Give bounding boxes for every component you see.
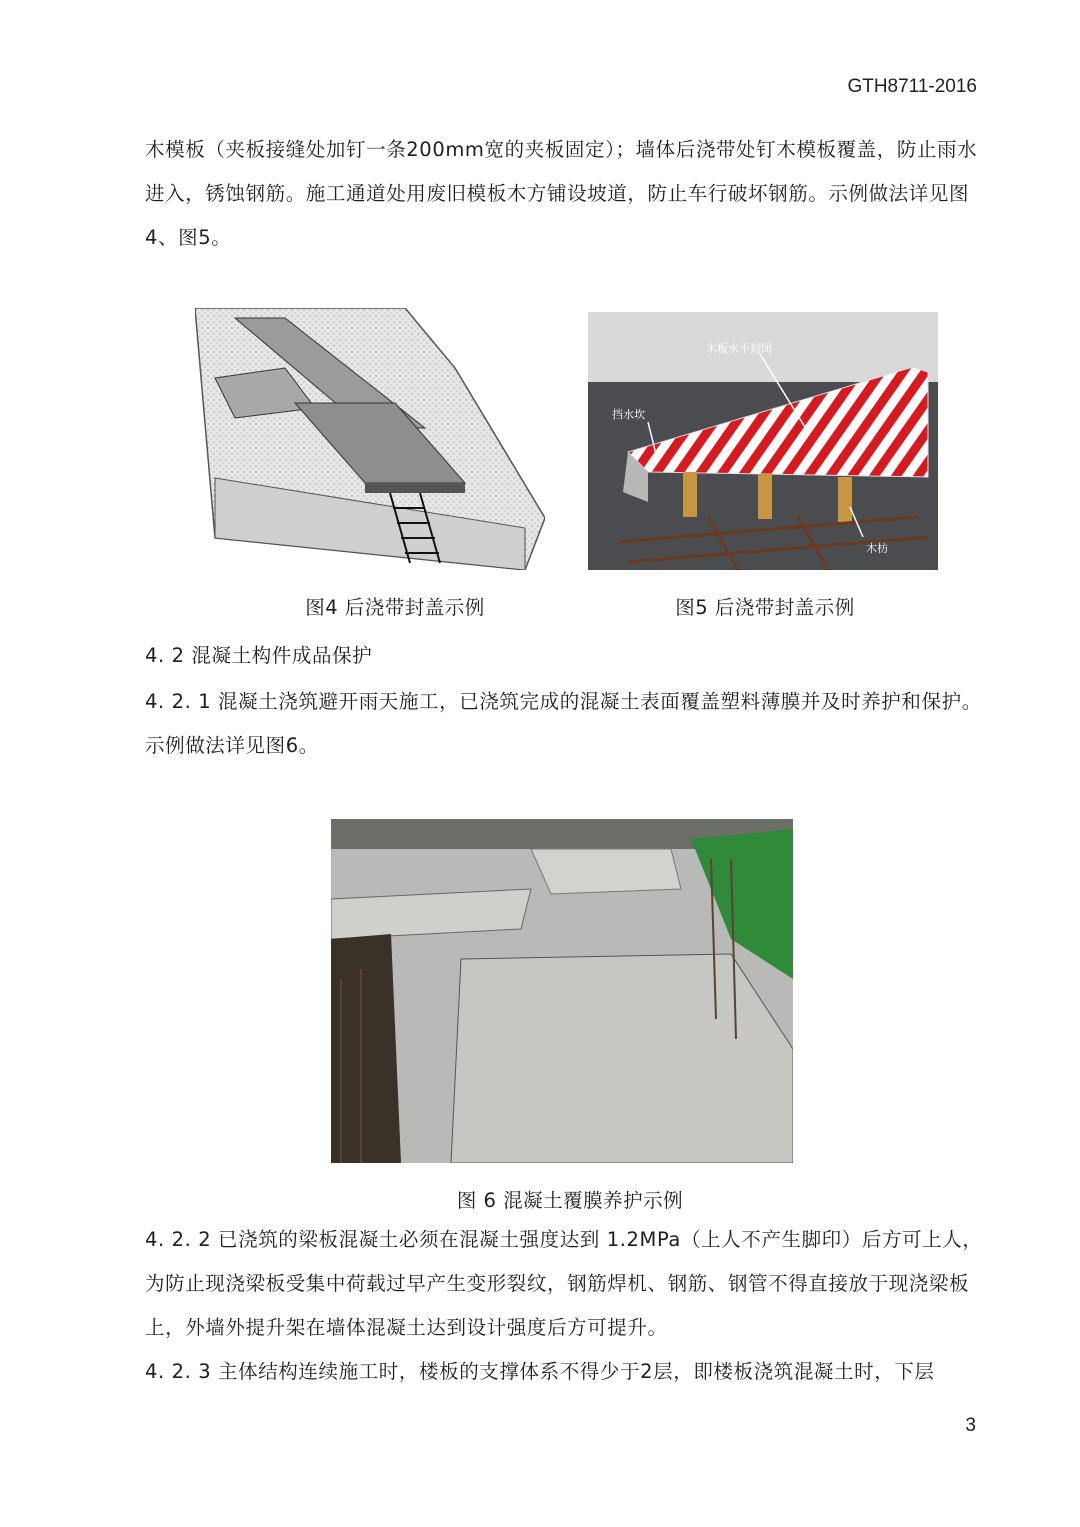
figure-5-illustration bbox=[588, 312, 938, 570]
figure-6-photo bbox=[331, 819, 793, 1163]
figure-4-illustration bbox=[195, 308, 545, 570]
section-heading: 4. 2 混凝土构件成品保护 bbox=[145, 644, 373, 667]
paragraph-4-2-2: 4. 2. 2 已浇筑的梁板混凝土必须在混凝土强度达到 1.2MPa（上人不产生脚印）后方可上人，为防止现浇梁板受集中荷载过早产生变形裂纹，钢筋焊机、钢筋、钢管不得直接放于现浇梁板上，外墙外提升架在墙体混凝土达到设计强度后方可提升。 bbox=[145, 1228, 983, 1339]
figure-4-caption: 图4 后浇带封盖示例 bbox=[305, 596, 485, 619]
paragraph-4-2-1: 4. 2. 1 混凝土浇筑避开雨天施工，已浇筑完成的混凝土表面覆盖塑料薄膜并及时养护和保护。示例做法详见图6。 bbox=[145, 690, 982, 757]
document-code: GTH8711-2016 bbox=[847, 76, 977, 97]
fig5-label-left: 挡水坎 bbox=[612, 408, 645, 421]
intro-paragraph: 木模板（夹板接缝处加钉一条200mm宽的夹板固定）；墙体后浇带处钉木模板覆盖，防止雨水进入，锈蚀钢筋。施工通道处用废旧模板木方铺设坡道，防止车行破坏钢筋。示例做法详见图4、图5。 bbox=[145, 138, 978, 249]
page-number: 3 bbox=[965, 1415, 976, 1436]
figure-5-caption: 图5 后浇带封盖示例 bbox=[675, 596, 855, 619]
paragraph-4-2-3: 4. 2. 3 主体结构连续施工时，楼板的支撑体系不得少于2层，即楼板浇筑混凝土时，下层 bbox=[145, 1360, 935, 1383]
fig5-label-bottom: 木枋 bbox=[866, 542, 888, 555]
figure-6-caption: 图 6 混凝土覆膜养护示例 bbox=[456, 1189, 684, 1212]
fig5-label-top: 木板水平封闭 bbox=[706, 342, 772, 355]
